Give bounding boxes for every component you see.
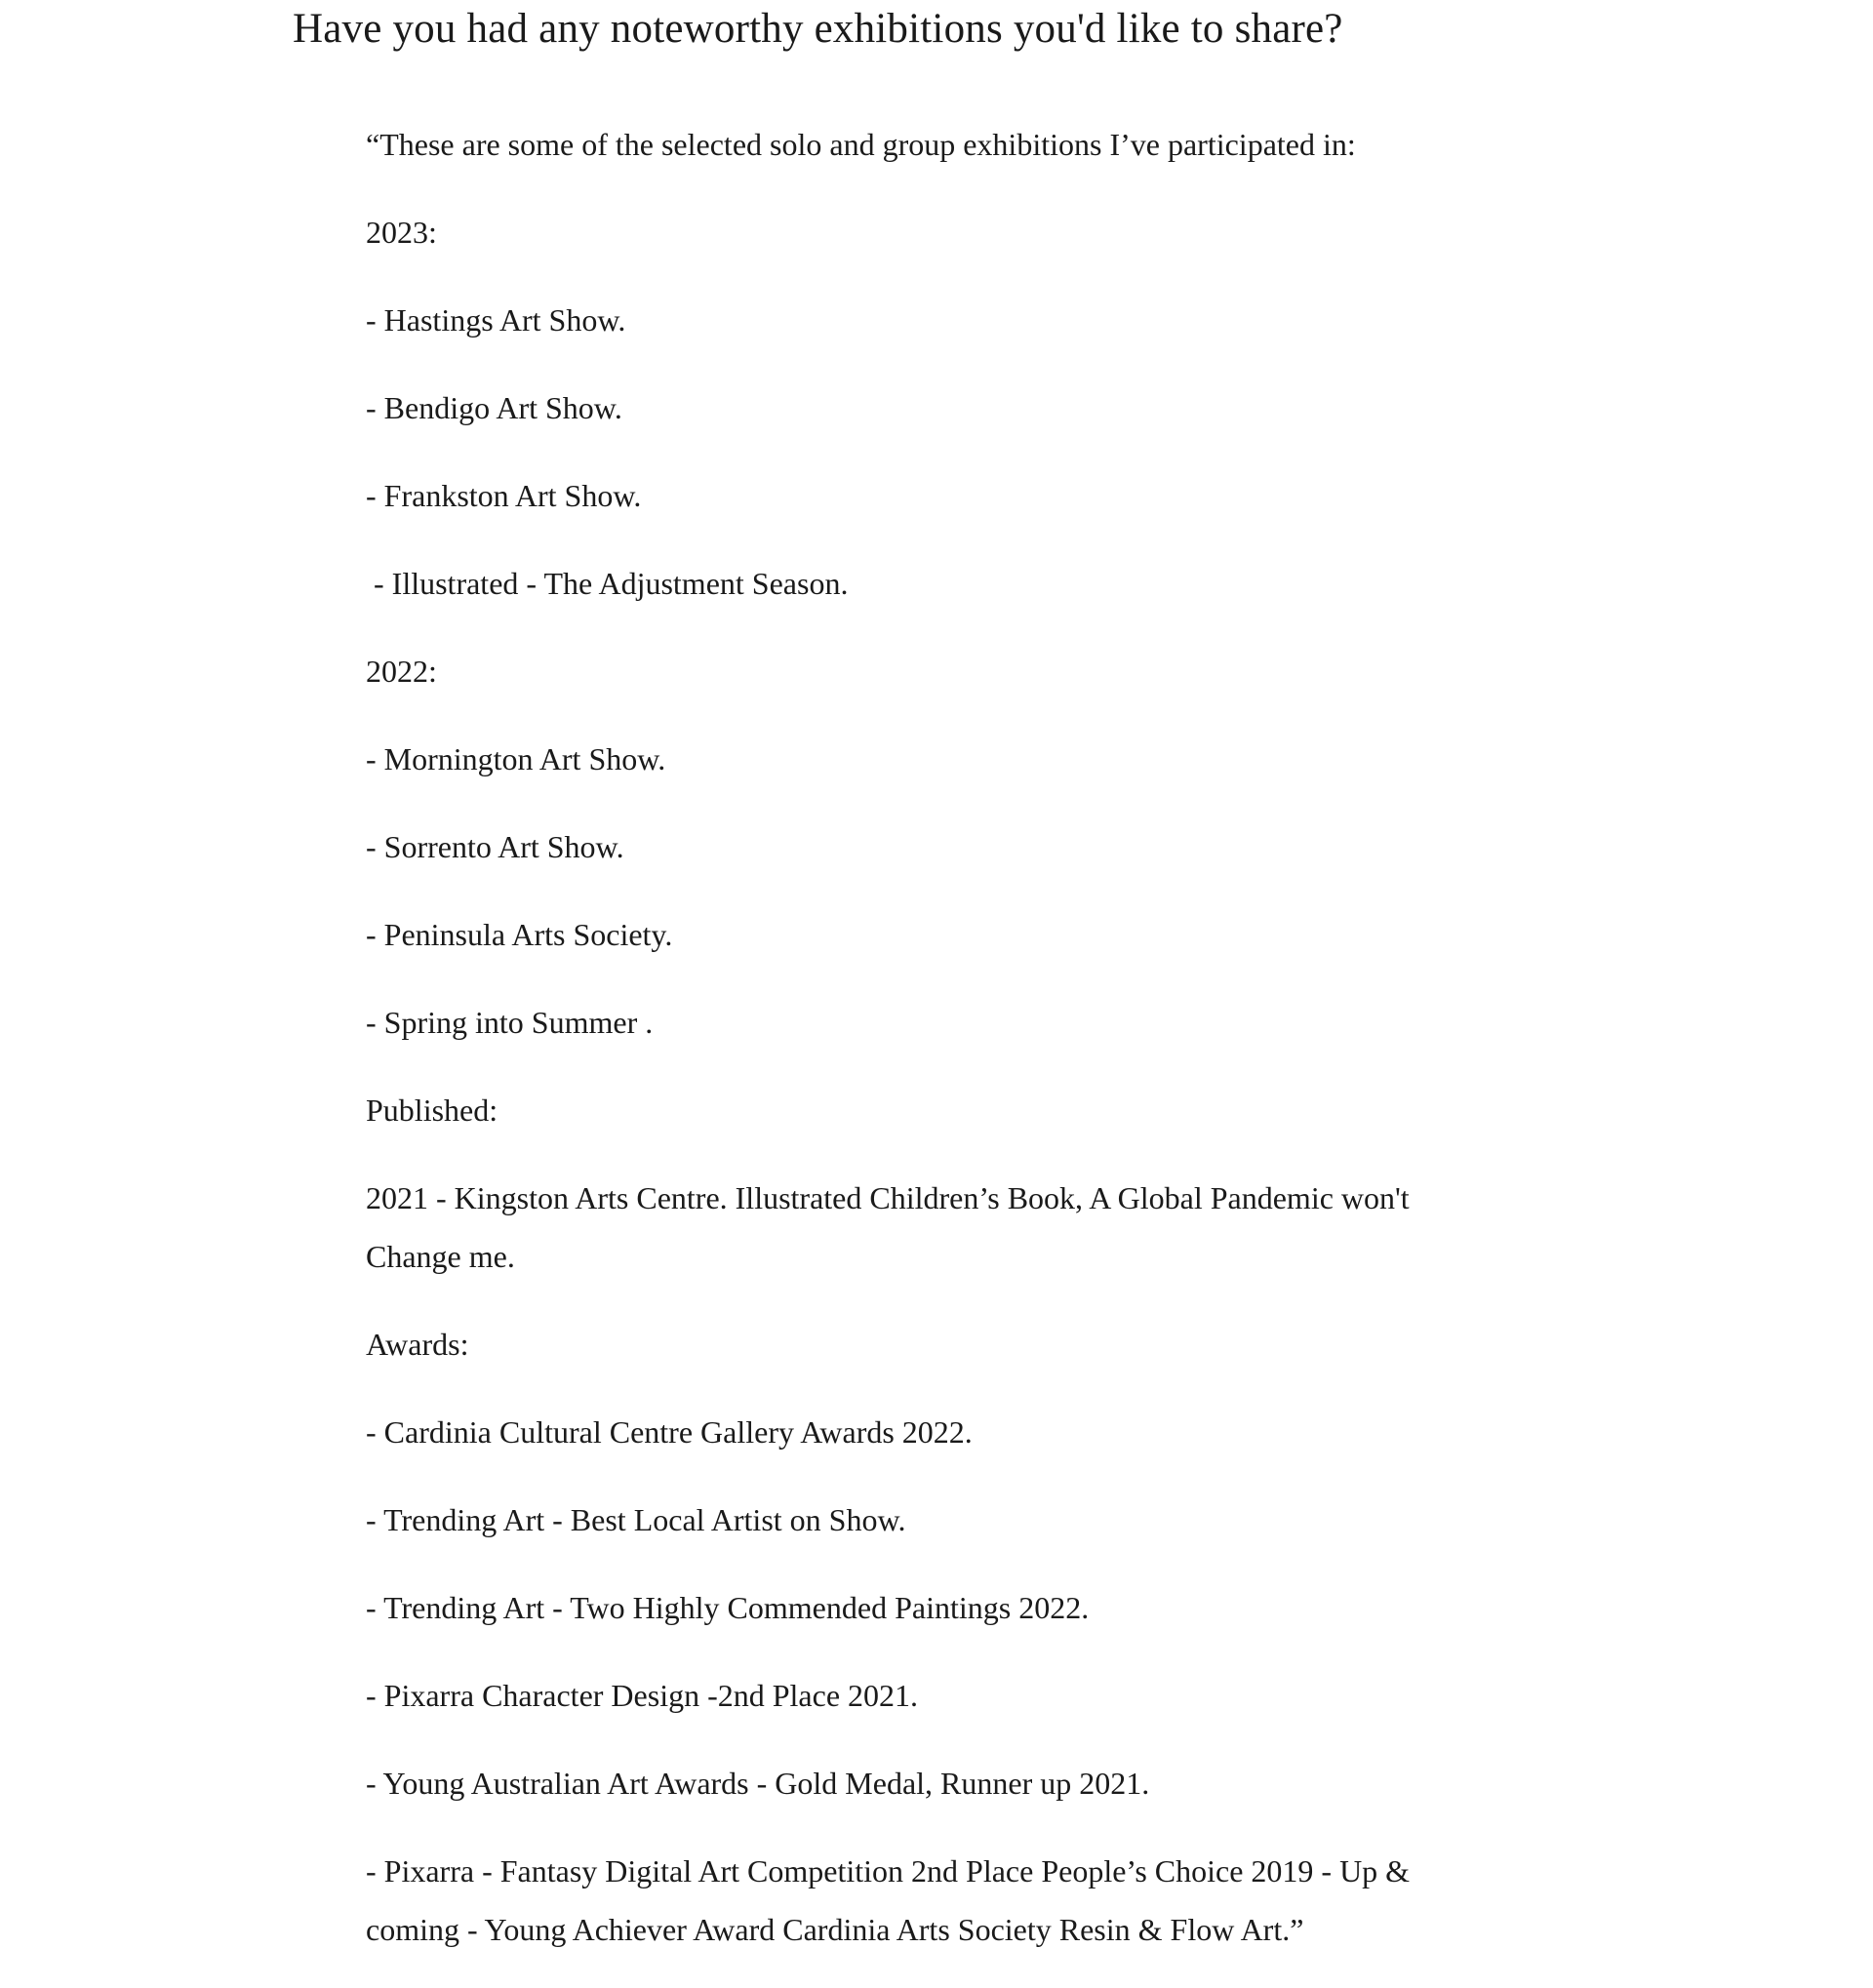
award-item: - Young Australian Art Awards - Gold Medal, Runner up 2021.: [366, 1766, 1150, 1801]
year-heading-2022: 2022:: [366, 654, 437, 689]
list-item: - Bendigo Art Show.: [366, 390, 622, 425]
list-item: - Illustrated - The Adjustment Season.: [366, 566, 849, 601]
interview-question: Have you had any noteworthy exhibitions you'd like to share?: [293, 6, 1343, 52]
list-item: - Sorrento Art Show.: [366, 829, 624, 864]
list-item: - Spring into Summer .: [366, 1005, 654, 1040]
list-item: - Frankston Art Show.: [366, 478, 642, 513]
list-item: - Hastings Art Show.: [366, 302, 626, 338]
awards-heading: Awards:: [366, 1327, 469, 1362]
answer-intro: “These are some of the selected solo and group exhibitions I’ve participated in:: [366, 127, 1356, 162]
award-item: - Trending Art - Best Local Artist on Show.: [366, 1502, 906, 1537]
award-item: - Trending Art - Two Highly Commended Paintings 2022.: [366, 1590, 1090, 1625]
published-heading: Published:: [366, 1093, 498, 1128]
award-item: - Pixarra Character Design -2nd Place 2021.: [366, 1678, 919, 1713]
year-heading-2023: 2023:: [366, 215, 437, 250]
award-item: - Cardinia Cultural Centre Gallery Awards 2022.: [366, 1414, 973, 1450]
list-item: - Mornington Art Show.: [366, 741, 666, 776]
published-item: 2021 - Kingston Arts Centre. Illustrated Children’s Book, A Global Pandemic won't Change me.: [366, 1180, 1410, 1274]
list-item: - Peninsula Arts Society.: [366, 917, 673, 952]
interview-answer: [366, 115, 1468, 1988]
award-item: - Pixarra - Fantasy Digital Art Competition 2nd Place People’s Choice 2019 - Up & coming - Young Achiever Award Cardinia Arts Society Resin & Flow Art.”: [366, 1853, 1411, 1947]
